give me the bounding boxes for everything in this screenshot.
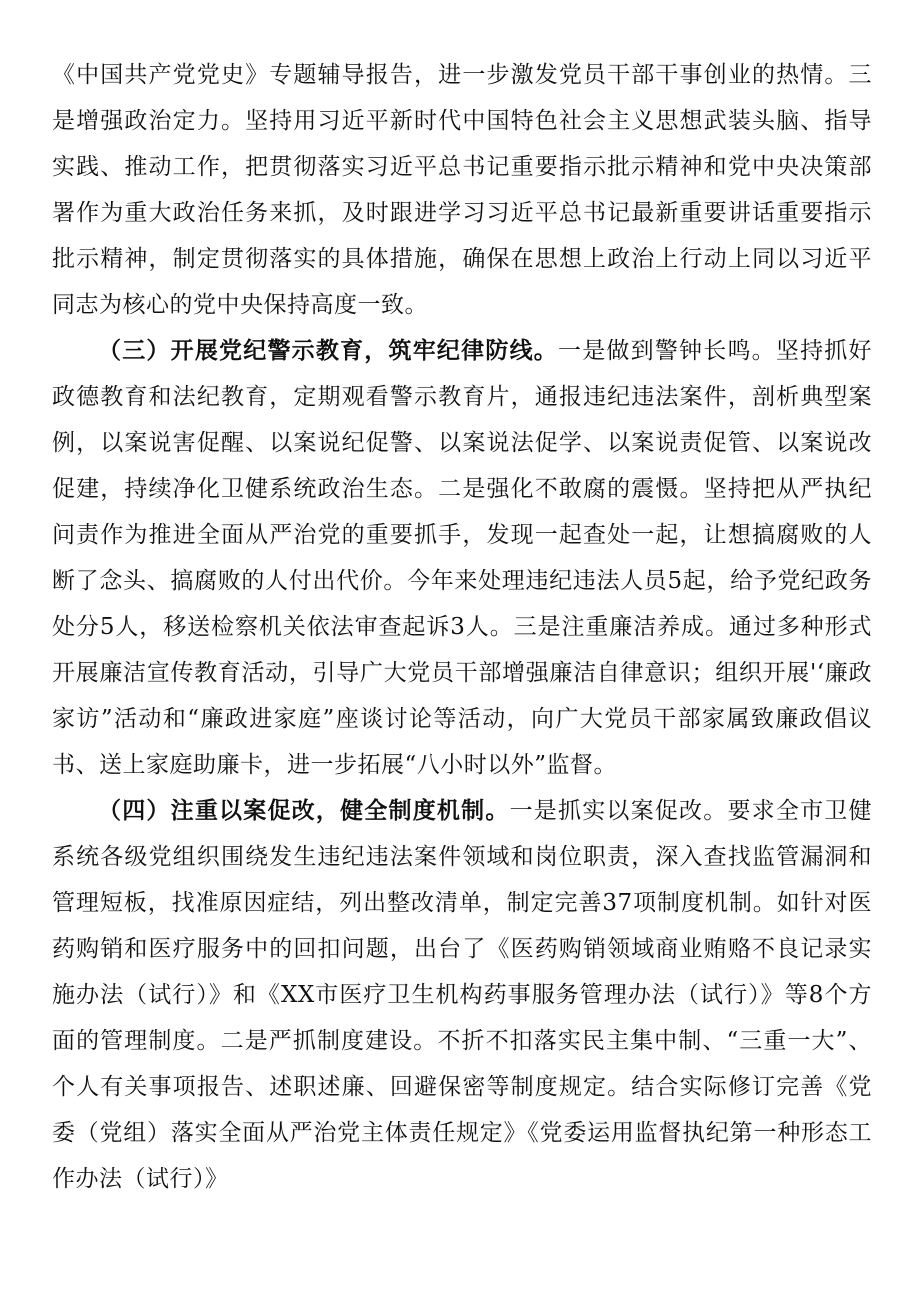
section-4-heading: （四）注重以案促改，健全制度机制。 <box>98 797 510 824</box>
paragraph-3-text: 一是抓实以案促改。要求全市卫健系统各级党组织围绕发生违纪违法案件领域和岗位职责，深入查找监管漏洞和管理短板，找准原因症结，列出整改清单，制定完善37项制度机制。如针对医药购销和医疗服务中的回扣问题，出台了《医药购销领域商业贿赂不良记录实施办法（试行）》和《XX市医疗卫生机构药事服务管理办法（试行）》等8个方面的管理制度。二是严抓制度建设。不折不扣落实民主集中制、“三重一大”、个人有关事项报告、述职述廉、回避保密等制度规定。结合实际修订完善《党委（党组）落实全面从严治党主体责任规定》《党委运用监督执纪第一种形态工作办法（试行）》 <box>52 798 873 1192</box>
section-3-heading: （三）开展党纪警示教育，筑牢纪律防线。 <box>98 337 558 364</box>
paragraph-2 <box>52 328 872 788</box>
paragraph-1 <box>52 52 872 328</box>
paragraph-1-text: 《中国共产党党史》专题辅导报告，进一步激发党员干部干事创业的热情。三是增强政治定力。坚持用习近平新时代中国特色社会主义思想武装头脑、指导实践、推动工作，把贯彻落实习近平总书记重要指示批示精神和党中央决策部署作为重大政治任务来抓，及时跟进学习习近平总书记最新重要讲话重要指示批示精神，制定贯彻落实的具体措施，确保在思想上政治上行动上同以习近平同志为核心的党中央保持高度一致。 <box>52 62 872 318</box>
paragraph-2-text: 一是做到警钟长鸣。坚持抓好政德教育和法纪教育，定期观看警示教育片，通报违纪违法案件，剖析典型案例，以案说害促醒、以案说纪促警、以案说法促学、以案说责促管、以案说改促建，持续净化卫健系统政治生态。二是强化不敢腐的震慑。坚持把从严执纪问责作为推进全面从严治党的重要抓手，发现一起查处一起，让想搞腐败的人断了念头、搞腐败的人付出代价。今年来处理违纪违法人员5起，给予党纪政务处分5人，移送检察机关依法审查起诉3人。三是注重廉洁养成。通过多种形式开展廉洁宣传教育活动，引导广大党员干部增强廉洁自律意识；组织开展'‘廉政家访”活动和“廉政进家庭”座谈讨论等活动，向广大党员干部家属致廉政倡议书、送上家庭助廉卡，进一步拓展“八小时以外”监督。 <box>52 338 873 778</box>
paragraph-3 <box>52 788 872 1202</box>
